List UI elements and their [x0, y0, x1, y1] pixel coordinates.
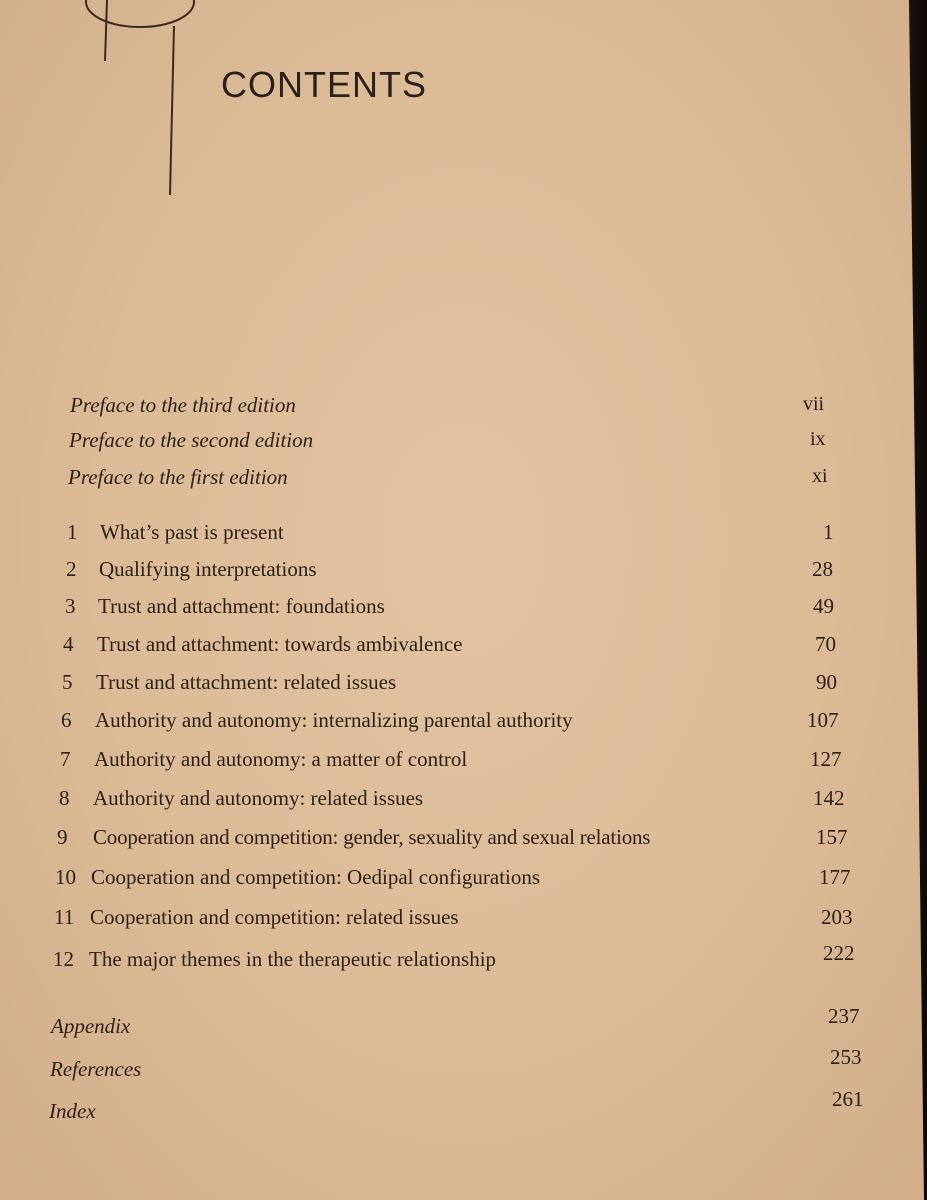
toc-entry-preface-first	[68, 465, 828, 495]
toc-entry-appendix	[51, 1004, 860, 1044]
toc-entry-page: vii	[803, 393, 825, 415]
chapter-number: 1	[67, 520, 78, 544]
toc-entry-label: Preface to the second edition	[69, 428, 314, 452]
chapter-number: 10	[55, 865, 76, 889]
toc-entry-chapter-9	[57, 825, 848, 855]
chapter-title: The major themes in the therapeutic relationship	[89, 947, 497, 971]
toc-entry-label: Preface to the first edition	[68, 465, 288, 489]
toc-entry-page: 237	[828, 1004, 860, 1028]
chapter-title: Qualifying interpretations	[99, 557, 317, 581]
toc-entry-page: ix	[810, 428, 826, 450]
chapter-page: 222	[823, 941, 855, 965]
chapter-number: 11	[54, 905, 75, 929]
chapter-number: 5	[62, 670, 73, 694]
chapter-title: Trust and attachment: towards ambivalence	[97, 632, 463, 656]
chapter-number: 2	[66, 557, 77, 581]
toc-entry-chapter-8	[59, 786, 845, 816]
toc-entry-label: Appendix	[51, 1014, 131, 1038]
chapter-title: Cooperation and competition: Oedipal configurations	[91, 865, 541, 889]
chapter-number: 3	[65, 594, 76, 618]
toc-entry-page: 261	[832, 1087, 864, 1111]
page-edge-shadow	[897, 0, 927, 1200]
chapter-number: 9	[57, 825, 68, 849]
toc-entry-label: Index	[49, 1099, 96, 1123]
toc-entry-chapter-6	[61, 708, 839, 738]
page-title: CONTENTS	[221, 64, 427, 105]
chapter-page: 107	[807, 708, 839, 732]
chapter-title: Authority and autonomy: a matter of control	[94, 747, 468, 771]
chapter-page: 157	[816, 825, 848, 849]
toc-entry-chapter-5	[62, 670, 837, 700]
chapter-title: Cooperation and competition: related issues	[90, 905, 459, 929]
chapter-page: 203	[821, 905, 853, 929]
toc-entry-chapter-7	[60, 747, 842, 777]
chapter-page: 28	[812, 557, 833, 581]
decorative-ornament-icon	[0, 0, 230, 200]
chapter-number: 12	[53, 947, 74, 971]
chapter-number: 6	[61, 708, 72, 732]
chapter-page: 70	[815, 632, 836, 656]
chapter-page: 177	[819, 865, 851, 889]
toc-entry-index	[49, 1087, 864, 1129]
toc-entry-chapter-10	[55, 865, 851, 895]
chapter-page: 127	[810, 747, 842, 771]
toc-entry-preface-third	[70, 393, 830, 423]
chapter-number: 7	[60, 747, 71, 771]
toc-entry-chapter-11	[54, 905, 853, 935]
toc-entry-preface-second	[69, 428, 829, 458]
chapter-title: Trust and attachment: related issues	[96, 670, 397, 694]
chapter-title: Cooperation and competition: gender, sexuality and sexual relations	[93, 825, 651, 849]
chapter-title: Authority and autonomy: internalizing parental authority	[95, 708, 573, 732]
chapter-number: 8	[59, 786, 70, 810]
chapter-page: 142	[813, 786, 845, 810]
toc-entry-label: Preface to the third edition	[70, 393, 296, 417]
chapter-page: 90	[816, 670, 837, 694]
toc-entry-references	[50, 1045, 862, 1087]
chapter-title: Trust and attachment: foundations	[98, 594, 385, 618]
toc-entry-chapter-12	[53, 941, 855, 977]
chapter-page: 49	[813, 594, 834, 618]
toc-entry-page: 253	[830, 1045, 862, 1069]
toc-entry-chapter-2	[66, 557, 833, 587]
toc-entry-label: References	[50, 1057, 142, 1081]
chapter-number: 4	[63, 632, 74, 656]
chapter-page: 1	[823, 520, 834, 544]
chapter-title: What’s past is present	[100, 520, 284, 544]
toc-entry-chapter-4	[63, 632, 836, 662]
toc-entry-chapter-1	[67, 520, 834, 550]
chapter-title: Authority and autonomy: related issues	[93, 786, 424, 810]
toc-entry-page: xi	[812, 465, 828, 487]
toc-entry-chapter-3	[65, 594, 834, 624]
